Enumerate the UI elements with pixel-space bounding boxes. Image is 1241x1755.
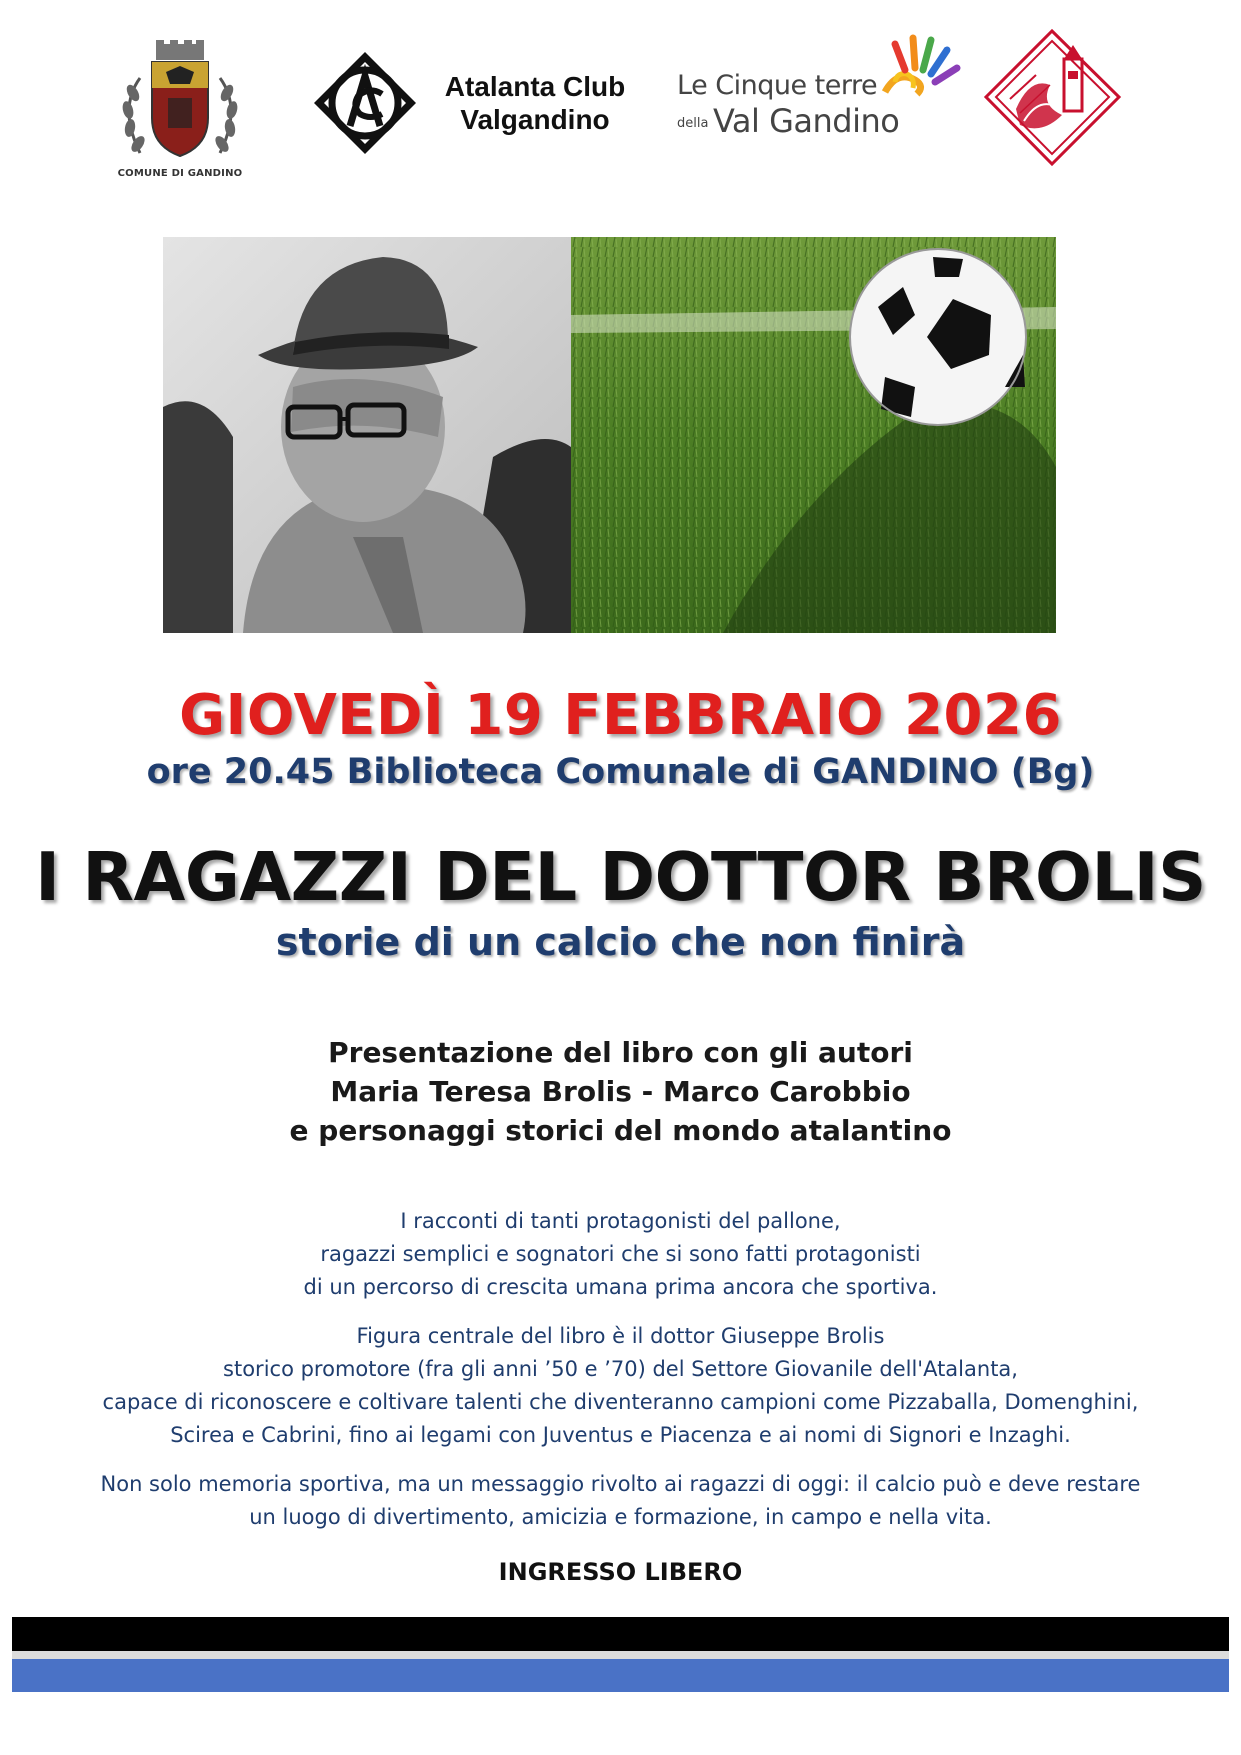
presentation-line: Maria Teresa Brolis - Marco Carobbio <box>330 1075 911 1108</box>
description-paragraph <box>0 1468 1241 1534</box>
cinque-terre-della: della <box>677 116 709 131</box>
colorful-hand-icon <box>865 30 965 100</box>
description-line: Non solo memoria sportiva, ma un messaggio rivolto ai ragazzi di oggi: il calcio può e deve restare <box>100 1472 1141 1496</box>
presentation-line: Presentazione del libro con gli autori <box>328 1036 913 1069</box>
presentation-line: e personaggi storici del mondo atalantino <box>289 1114 952 1147</box>
book-title: I RAGAZZI DEL DOTTOR BROLIS <box>35 838 1206 916</box>
comune-di-gandino-logo <box>100 38 260 188</box>
pro-gandino-logo <box>980 25 1125 170</box>
coat-of-arms-icon <box>100 38 260 168</box>
footer-divider <box>12 1651 1229 1659</box>
description-line: I racconti di tanti protagonisti del pallone, <box>400 1209 841 1233</box>
football-photo <box>571 237 1056 633</box>
footer-black-bar <box>12 1617 1229 1651</box>
description-line: di un percorso di crescita umana prima ancora che sportiva. <box>303 1275 938 1299</box>
description-line: storico promotore (fra gli anni ’50 e ’70) del Settore Giovanile dell'Atalanta, <box>223 1357 1018 1381</box>
description-line: capace di riconoscere e coltivare talenti che diventeranno campioni come Pizzaballa, Domenghini, <box>102 1390 1139 1414</box>
description-line: ragazzi semplici e sognatori che si sono fatti protagonisti <box>320 1242 921 1266</box>
atalanta-club-name <box>430 70 640 136</box>
footer-blue-bar <box>12 1659 1229 1692</box>
event-venue: ore 20.45 Biblioteca Comunale di GANDINO (Bg) <box>146 752 1095 792</box>
description-block <box>0 1205 1241 1550</box>
cinque-terre-logo <box>675 30 960 150</box>
description-paragraph <box>0 1320 1241 1452</box>
book-subtitle: storie di un calcio che non finirà <box>275 920 966 964</box>
photo-collage <box>163 237 1056 633</box>
portrait-photo <box>163 237 571 633</box>
header-photo <box>163 237 1056 633</box>
cinque-terre-line2: Val Gandino <box>713 102 900 140</box>
description-line: Scirea e Cabrini, fino ai legami con Juventus e Piacenza e ai nomi di Signori e Inzaghi. <box>170 1423 1071 1447</box>
pro-gandino-emblem-icon <box>980 25 1125 170</box>
ac-monogram-icon <box>310 48 420 158</box>
ac-name-line2: Valgandino <box>460 104 610 135</box>
cinque-terre-line1: Le Cinque terre <box>677 70 878 101</box>
free-entry-label: INGRESSO LIBERO <box>498 1558 743 1586</box>
ac-name-line1: Atalanta Club <box>444 71 626 102</box>
comune-caption: COMUNE DI GANDINO <box>117 168 243 179</box>
description-line: Figura centrale del libro è il dottor Giuseppe Brolis <box>356 1324 885 1348</box>
presentation-block <box>0 1033 1241 1150</box>
atalanta-club-logo <box>310 48 420 158</box>
event-date: GIOVEDÌ 19 FEBBRAIO 2026 <box>179 683 1062 748</box>
description-paragraph <box>0 1205 1241 1304</box>
description-line: un luogo di divertimento, amicizia e formazione, in campo e nella vita. <box>249 1505 992 1529</box>
